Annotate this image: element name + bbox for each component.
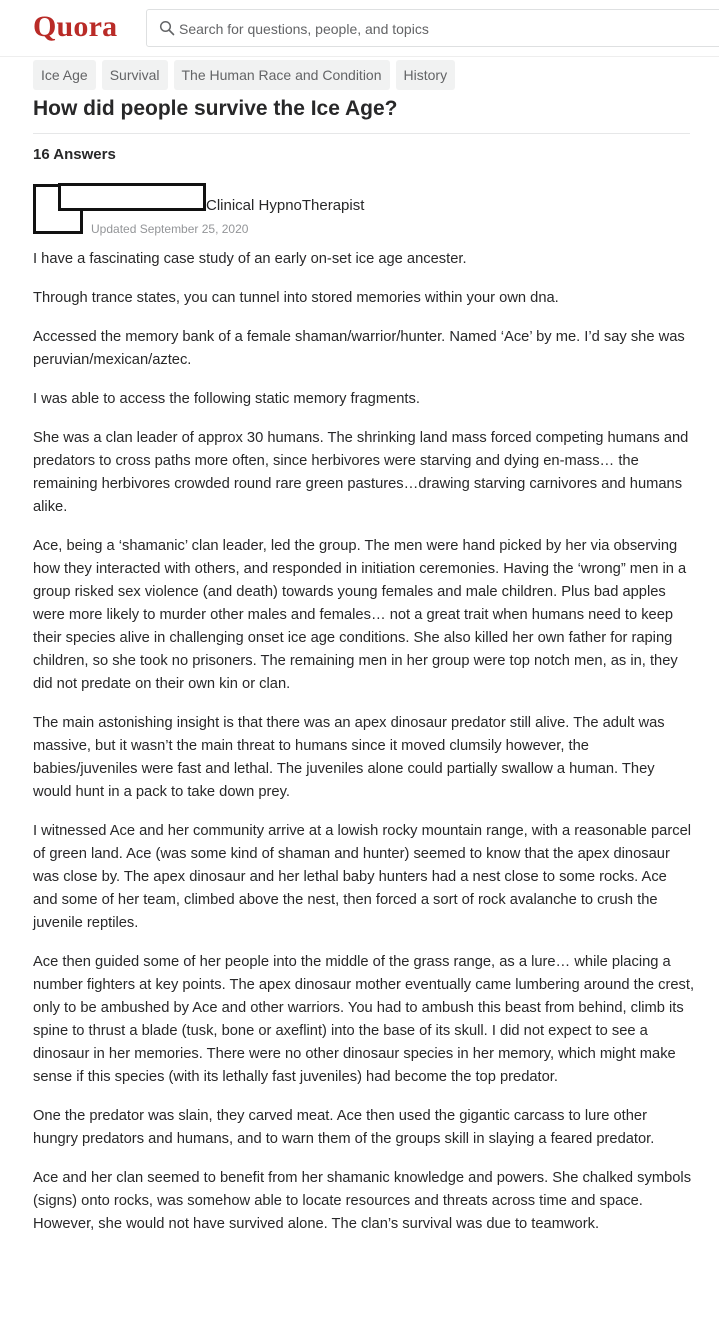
answer-body — [33, 248, 695, 1252]
answer-paragraph: Ace and her clan seemed to benefit from her shamanic knowledge and powers. She chalked symbols (signs) onto rocks, was somehow able to locate resources and threats across time and space. However, she would not have survived alone. The clan’s survival was due to teamwork. — [33, 1170, 692, 1232]
answers-count: 16 Answers — [33, 146, 116, 163]
header-divider — [0, 56, 719, 57]
answer-paragraph: One the predator was slain, they carved meat. Ace then used the gigantic carcass to lure other hungry predators and humans, and to warn them of the groups skill in slaying a feared predator. — [33, 1108, 655, 1147]
answer-paragraph: I witnessed Ace and her community arrive at a lowish rocky mountain range, with a reasonable parcel of green land. Ace (was some kind of shaman and hunter) seemed to know that the apex dinosaur was close by. The apex dinosaur and her lethal baby hunters had a nest close to some rocks. Ace and some of her team, climbed above the nest, then forced a sort of rock avalanche to crush the juvenile reptiles. — [33, 823, 692, 931]
topic-list — [33, 60, 455, 90]
search-bar[interactable] — [146, 9, 719, 47]
quora-logo[interactable]: Quora — [33, 10, 118, 43]
question-title: How did people survive the Ice Age? — [33, 97, 398, 120]
answer-paragraph: I was able to access the following static memory fragments. — [33, 391, 420, 407]
answer-paragraph: Accessed the memory bank of a female shaman/warrior/hunter. Named ‘Ace’ by me. I’d say she was peruvian/mexican/aztec. — [33, 329, 685, 368]
topic-chip-survival[interactable]: Survival — [102, 60, 168, 90]
answer-paragraph: She was a clan leader of approx 30 humans. The shrinking land mass forced competing humans and predators to cross paths more often, since herbivores were starving and dying en-mass… the remaining herbivores crowded round rare green pastures…drawing starving carnivores and humans alike. — [33, 430, 689, 515]
answer-date[interactable]: Updated September 25, 2020 — [91, 222, 249, 236]
search-input[interactable]: Search for questions, people, and topics — [179, 21, 429, 37]
answer-paragraph: Ace then guided some of her people into the middle of the grass range, as a lure… while placing a number fighters at key points. The apex dinosaur mother eventually came lumbering around the crest, only to be ambushed by Ace and other warriors. You had to ambush this beast from behind, climb its spine to thrust a blade (tusk, bone or axeflint) into the base of its skull. I did not expect to see a dinosaur in her memories. There were no other dinosaur species in her memory, which might make sense if this species (with its lethally fast juveniles) had become the top predator. — [33, 954, 695, 1085]
top-header — [0, 0, 719, 56]
redacted-author-name — [58, 183, 206, 211]
answer-paragraph: Ace, being a ‘shamanic’ clan leader, led the group. The men were hand picked by her via observing how they interacted with others, and responded in initiation ceremonies. Having the ‘wrong” men in a group risked sex violence (and death) towards young females and male children. Plus bad apples were more likely to murder other males and females… not a great trait when humans need to keep their species alive in challenging onset ice age conditions. She also killed her own father for raping children, so she took no prisoners. The remaining men in her group were top notch men, as in, they did not predate on their own kin or clan. — [33, 538, 687, 692]
answer-paragraph: I have a fascinating case study of an early on-set ice age ancester. — [33, 251, 467, 267]
topic-chip-human-race[interactable]: The Human Race and Condition — [174, 60, 390, 90]
title-divider — [33, 133, 690, 134]
author-credential: Clinical HypnoTherapist — [206, 197, 365, 214]
topic-chip-history[interactable]: History — [396, 60, 456, 90]
topic-chip-ice-age[interactable]: Ice Age — [33, 60, 96, 90]
answer-paragraph: Through trance states, you can tunnel into stored memories within your own dna. — [33, 290, 559, 306]
answer-paragraph: The main astonishing insight is that there was an apex dinosaur predator still alive. The adult was massive, but it wasn’t the main threat to humans since it moved clumsily however, the babies/juveniles were fast and lethal. The juveniles alone could partially swallow a human. They would hunt in a pack to take down prey. — [33, 715, 665, 800]
search-icon — [159, 20, 175, 36]
